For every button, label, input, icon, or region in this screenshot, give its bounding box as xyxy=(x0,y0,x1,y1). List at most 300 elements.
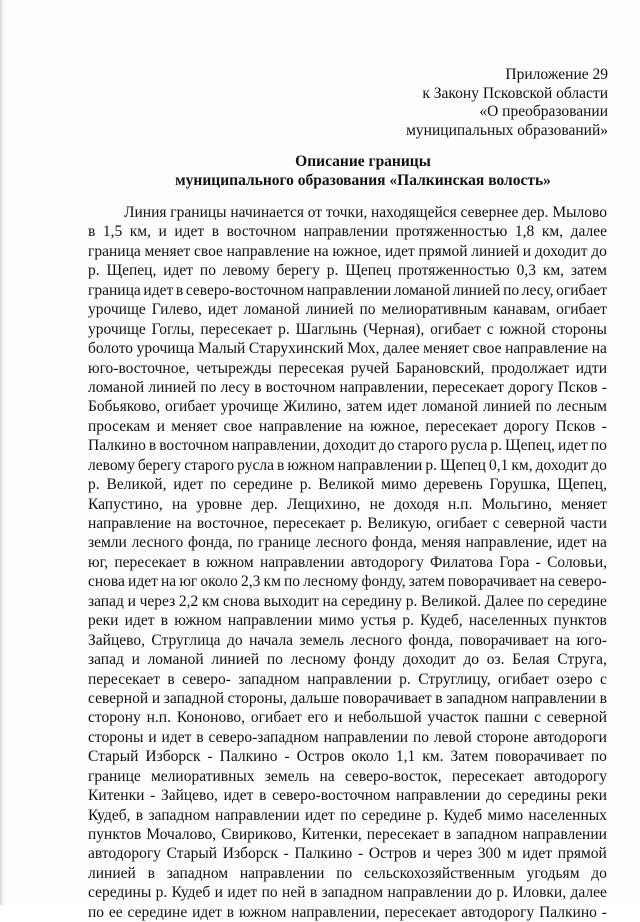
word: направлении xyxy=(259,553,345,571)
word: в xyxy=(599,689,607,707)
word: р. xyxy=(350,515,363,532)
word: точки, xyxy=(325,204,368,221)
word: идет xyxy=(223,787,254,805)
word: огибает xyxy=(430,320,481,338)
word: 1,1 xyxy=(395,748,416,766)
word: продолжает xyxy=(491,359,569,377)
word: пересекает xyxy=(425,417,498,435)
word: огибает xyxy=(556,281,607,299)
word: пересекая xyxy=(278,359,344,377)
word: свое xyxy=(223,417,253,435)
word: - xyxy=(207,748,213,766)
paragraph-line xyxy=(88,495,607,514)
word: Бобьяково, xyxy=(88,398,161,416)
word: Псков xyxy=(557,378,598,396)
body-text xyxy=(88,203,607,922)
word: р. xyxy=(426,806,439,824)
appendix-line: Приложение 29 xyxy=(505,66,608,83)
word: м xyxy=(506,845,517,863)
word: н.п. xyxy=(448,495,473,513)
word: берегу xyxy=(276,262,320,280)
word: до xyxy=(591,456,607,474)
word: границы xyxy=(170,204,227,221)
paragraph-line xyxy=(88,203,607,222)
word: через xyxy=(139,592,176,610)
word: его xyxy=(307,709,329,727)
word: Соловьи, xyxy=(547,553,607,571)
word: на xyxy=(322,592,338,610)
word: Линия xyxy=(124,204,167,221)
word: фонда, xyxy=(372,534,417,552)
word: автодороги xyxy=(533,728,607,746)
word: линией xyxy=(482,398,531,416)
word: огибает xyxy=(164,398,216,416)
paragraph-line xyxy=(88,359,607,378)
paragraph-line xyxy=(88,631,607,650)
word: около xyxy=(200,573,238,591)
word: Старый xyxy=(88,748,139,766)
word: линией xyxy=(305,301,354,319)
word: на xyxy=(319,767,335,785)
word: км, xyxy=(511,456,533,474)
word: в xyxy=(259,787,267,805)
word: км, xyxy=(541,223,564,241)
word: части xyxy=(570,515,607,532)
word: в xyxy=(211,223,220,241)
word: начинается xyxy=(230,204,304,221)
word: р. xyxy=(326,262,339,280)
word: лесному xyxy=(303,573,359,591)
word: идет xyxy=(384,242,415,260)
word: Великой. xyxy=(421,592,481,610)
word: доходит xyxy=(534,242,588,260)
word: южном xyxy=(238,903,287,921)
word: р. xyxy=(88,262,100,280)
word: свое xyxy=(472,340,502,358)
word: в xyxy=(276,456,285,474)
word: стороны xyxy=(88,728,144,746)
word: 1,5 xyxy=(102,223,123,241)
paragraph-line xyxy=(88,903,607,922)
paragraph-line xyxy=(88,553,607,572)
word: Гилево, xyxy=(151,301,202,319)
word: старого xyxy=(397,437,448,455)
word: южном xyxy=(206,553,254,571)
document-title xyxy=(86,152,640,190)
word: по xyxy=(199,262,216,280)
word: меняет xyxy=(423,340,469,358)
word: Филатова xyxy=(429,553,494,571)
word: середине xyxy=(127,903,188,921)
paragraph-line xyxy=(88,533,607,552)
word: граница xyxy=(88,281,141,299)
word: на xyxy=(176,515,192,532)
paragraph-line xyxy=(88,261,607,280)
word: с xyxy=(599,670,607,688)
word: левому xyxy=(88,456,135,474)
word: Кудеб, xyxy=(88,806,131,824)
word: автодорогу xyxy=(461,903,535,921)
word: пунктов xyxy=(553,612,607,630)
word: Мылово xyxy=(552,204,607,221)
paragraph-line xyxy=(88,300,607,319)
word: пересекает xyxy=(366,826,439,843)
word: Гоглы, xyxy=(151,320,195,338)
word: прямой xyxy=(418,242,468,260)
word: западном xyxy=(446,689,508,707)
word: Старухинский xyxy=(248,340,344,358)
paragraph-line xyxy=(88,786,607,805)
word: Палкино xyxy=(539,903,597,921)
word: в xyxy=(196,728,204,746)
paragraph-line xyxy=(88,222,607,241)
word: Кудеб xyxy=(443,806,483,824)
word: около xyxy=(351,748,389,766)
word: запад xyxy=(88,651,124,669)
word: юг xyxy=(179,573,198,591)
word: направлении xyxy=(511,689,596,707)
word: и xyxy=(422,845,431,863)
word: Изборск xyxy=(145,748,201,766)
word: середины xyxy=(88,884,152,902)
word: восточном xyxy=(226,223,297,241)
word: до xyxy=(486,787,502,805)
word: лесу, xyxy=(521,281,554,299)
appendix-line: муниципальных образований» xyxy=(406,121,608,139)
paragraph-line xyxy=(88,572,607,591)
word: с xyxy=(492,515,500,532)
word: на xyxy=(539,573,555,591)
paragraph-line xyxy=(88,397,607,416)
word: линией xyxy=(471,242,520,260)
word: Гора xyxy=(499,553,530,571)
word: - xyxy=(150,787,156,805)
word: середины xyxy=(507,787,571,805)
word: р. xyxy=(405,592,418,610)
word: участок xyxy=(427,709,479,727)
word: идет xyxy=(163,262,194,280)
word: Великую, xyxy=(367,515,432,532)
word: Псков xyxy=(555,417,596,435)
word: в xyxy=(226,903,235,921)
word: огибает xyxy=(498,670,549,688)
word: северо-западном xyxy=(208,728,319,746)
paragraph-line xyxy=(88,611,607,630)
word: южное, xyxy=(332,242,382,260)
paragraph-line xyxy=(88,475,607,494)
word: - xyxy=(601,903,607,921)
word: по xyxy=(359,301,376,319)
word: Шаглынь xyxy=(295,320,358,338)
word: оз. xyxy=(486,651,505,669)
word: доходит xyxy=(323,437,376,455)
word: км, xyxy=(542,262,565,280)
word: Мочалово, xyxy=(146,826,217,843)
word: в xyxy=(167,670,175,688)
word: начала xyxy=(249,631,294,649)
word: фонду xyxy=(353,651,396,669)
word: направлении, xyxy=(291,903,380,921)
word: р. xyxy=(425,456,437,474)
word: середину xyxy=(341,592,402,610)
paragraph-line xyxy=(88,747,607,766)
word: пересекает xyxy=(384,903,457,921)
word: 0,3 xyxy=(516,262,536,280)
word: ней xyxy=(282,884,306,902)
word: направлении xyxy=(239,864,325,882)
word: меняя xyxy=(421,534,461,552)
word: северо-восточном xyxy=(185,281,305,299)
word: пунктов xyxy=(88,826,142,843)
word: идет xyxy=(207,301,238,319)
word: направлении xyxy=(323,728,409,746)
word: пашни xyxy=(484,709,529,727)
word: урочища xyxy=(136,340,195,358)
title-line: Описание границы xyxy=(295,153,431,170)
word: автодорогу xyxy=(350,553,424,571)
word: находящейся xyxy=(371,204,457,221)
word: свое xyxy=(193,242,223,260)
word: по xyxy=(535,398,552,416)
word: линией xyxy=(211,651,260,669)
word: канавам, xyxy=(493,301,551,319)
word: направлении xyxy=(307,670,392,688)
word: мелиоративных xyxy=(151,767,255,785)
paragraph-line xyxy=(88,320,607,339)
word: западном xyxy=(166,864,229,882)
word: уровне xyxy=(196,495,243,513)
word: середине xyxy=(547,592,607,610)
word: населенных xyxy=(528,806,607,824)
paragraph-line xyxy=(88,242,607,261)
word: стороны, xyxy=(227,689,287,707)
word: Палкино xyxy=(294,845,353,863)
paragraph-line xyxy=(88,592,607,611)
word: лесным xyxy=(556,398,607,416)
word: идет xyxy=(174,223,205,241)
word: урочище xyxy=(220,398,279,416)
word: идет xyxy=(557,437,588,455)
word: на xyxy=(171,495,188,513)
word: Китенки xyxy=(88,787,145,805)
word: урочище xyxy=(88,301,146,319)
word: направлении xyxy=(387,884,472,902)
word: 0,1 xyxy=(488,456,509,474)
word: ее xyxy=(108,903,123,921)
word: Струга, xyxy=(557,651,607,669)
paragraph-line xyxy=(88,650,607,669)
word: Лещихино, xyxy=(286,495,361,513)
word: юго-восточное, xyxy=(88,359,190,377)
word: с xyxy=(534,709,541,727)
word: старого xyxy=(184,456,235,474)
word: протяженностью xyxy=(395,223,508,241)
word: идет xyxy=(143,281,174,299)
word: в xyxy=(435,689,443,707)
word: линией xyxy=(148,378,197,396)
word: р. xyxy=(399,670,411,688)
word: середине xyxy=(233,476,293,494)
word: и xyxy=(158,223,167,241)
word: в xyxy=(147,864,155,882)
word: направлении xyxy=(522,826,607,843)
word: до xyxy=(227,631,243,649)
word: на xyxy=(313,242,329,260)
word: через xyxy=(436,845,473,863)
word: и xyxy=(151,689,161,707)
word: 300 xyxy=(477,845,502,863)
paragraph-line xyxy=(88,825,607,844)
word: Кудеб, xyxy=(420,612,463,630)
paragraph-line xyxy=(88,728,607,747)
word: направлении, xyxy=(339,378,428,396)
word: направлении xyxy=(215,806,300,824)
word: дер. xyxy=(251,495,278,513)
word: границе xyxy=(88,767,141,785)
word: южной xyxy=(499,320,546,338)
word: Старый xyxy=(166,845,218,863)
word: на xyxy=(591,534,607,552)
word: км. xyxy=(422,748,444,766)
word: стороны xyxy=(551,320,607,338)
word: ручей xyxy=(350,359,390,377)
word: Зайцево, xyxy=(160,787,218,805)
word: земель xyxy=(264,767,310,785)
word: 1,8 xyxy=(514,223,535,241)
word: затем xyxy=(408,573,445,591)
word: небольшой xyxy=(348,709,422,727)
paragraph-line xyxy=(88,806,607,825)
title-line: муниципального образования «Палкинская волость» xyxy=(175,172,551,189)
word: поворачивает xyxy=(495,748,584,766)
word: и xyxy=(127,592,136,610)
word: северо-восточном xyxy=(272,787,391,805)
word: огибает xyxy=(556,301,607,319)
word: снова xyxy=(88,573,125,591)
word: - xyxy=(284,748,290,766)
word: юго- xyxy=(576,631,607,649)
word: по xyxy=(590,748,607,766)
word: поворачивает xyxy=(342,689,432,707)
word: мимо xyxy=(318,612,355,630)
word: на xyxy=(554,631,571,649)
word: по xyxy=(340,806,357,824)
word: северо- xyxy=(558,573,607,591)
word: граница xyxy=(88,242,141,260)
word: ломаной xyxy=(421,398,479,416)
word: реки xyxy=(576,787,607,805)
word: русла xyxy=(450,437,488,455)
word: сельскохозяйственным xyxy=(364,864,515,882)
word: меняет xyxy=(561,495,607,513)
word: лесному xyxy=(290,651,346,669)
word: ломаной xyxy=(243,301,300,319)
word: сторону xyxy=(88,709,141,727)
word: Кудеб xyxy=(171,884,211,902)
word: Великой xyxy=(318,476,375,494)
word: Мольгино, xyxy=(481,495,552,513)
word: направлении xyxy=(395,787,481,805)
word: южное, xyxy=(370,417,419,435)
word: идет xyxy=(161,728,192,746)
paragraph-line xyxy=(88,339,607,358)
word: - xyxy=(358,845,364,863)
paragraph-line xyxy=(88,417,607,436)
word: снова xyxy=(223,592,260,610)
paragraph-line xyxy=(88,767,607,786)
word: мелиоративным xyxy=(381,301,488,319)
word: идет xyxy=(128,573,158,591)
word: четырежды xyxy=(196,359,272,377)
word: до xyxy=(591,864,607,882)
word: далее xyxy=(570,223,607,241)
word: и xyxy=(156,417,165,435)
word: направлении xyxy=(337,456,423,474)
word: фонда, xyxy=(408,631,454,649)
word: меняет xyxy=(144,242,191,260)
word: восточное, xyxy=(196,515,268,532)
word: в xyxy=(254,378,262,396)
word: северной xyxy=(504,515,565,532)
word: Щепец xyxy=(439,456,486,474)
word: Струглица xyxy=(151,631,221,649)
word: по xyxy=(210,476,227,494)
word: середине xyxy=(361,806,422,824)
word: западном xyxy=(238,670,300,688)
word: дальше xyxy=(290,689,340,707)
word: пересекает xyxy=(88,670,160,688)
word: ломаной xyxy=(393,281,450,299)
word: р. xyxy=(496,884,508,902)
word: на xyxy=(161,573,177,591)
word: огибает xyxy=(436,515,488,532)
word: направление xyxy=(88,515,172,532)
word: Свириково, xyxy=(221,826,297,843)
word: идет xyxy=(192,903,222,921)
word: западном xyxy=(321,884,384,902)
word: н.п. xyxy=(146,709,171,727)
word: р. xyxy=(402,612,414,630)
word: Кононово, xyxy=(176,709,246,727)
paragraph-line xyxy=(88,378,607,397)
word: р. xyxy=(490,437,502,455)
word: Щепец, xyxy=(557,476,607,494)
paragraph-line xyxy=(88,883,607,902)
word: ломаной xyxy=(88,378,145,396)
word: урочище xyxy=(88,320,146,338)
word: Палкино xyxy=(88,437,146,455)
word: р. xyxy=(155,884,168,902)
word: - xyxy=(283,845,289,863)
word: доходит xyxy=(535,456,589,474)
word: севернее xyxy=(460,204,519,221)
word: далее xyxy=(383,340,420,358)
word: и xyxy=(214,884,223,902)
word: затем xyxy=(570,262,607,280)
word: по xyxy=(88,903,105,921)
word: 2,2 xyxy=(178,592,199,610)
word: в xyxy=(160,612,169,630)
word: по xyxy=(200,378,217,396)
word: лесу xyxy=(220,378,251,396)
word: Жилино, xyxy=(283,398,342,416)
word: пересекает xyxy=(432,378,505,396)
word: доходя xyxy=(394,495,439,513)
word: угодьям xyxy=(526,864,580,882)
appendix-line: «О преобразовании xyxy=(479,103,608,120)
word: пересекает xyxy=(451,767,524,785)
word: Затем xyxy=(450,748,489,766)
